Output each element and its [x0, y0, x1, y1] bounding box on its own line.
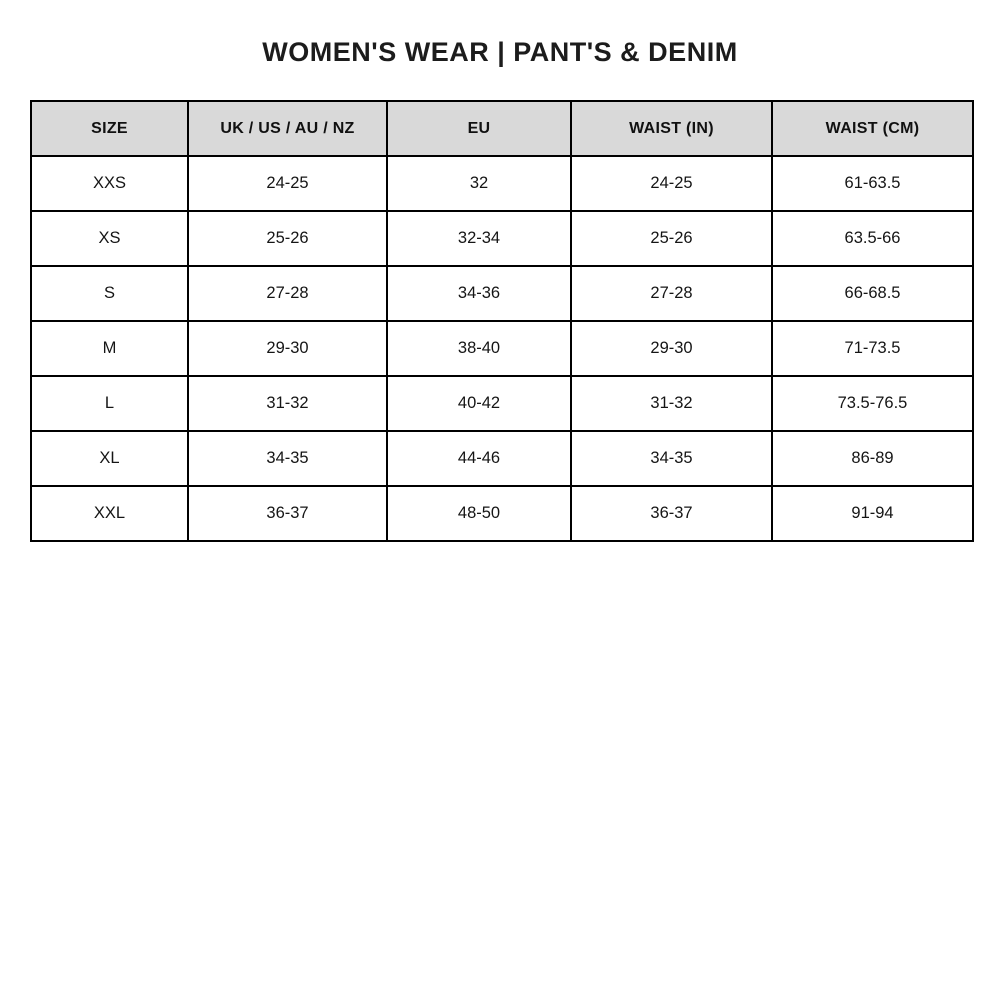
cell-size: XS [31, 211, 188, 266]
cell-waist-in: 27-28 [571, 266, 772, 321]
column-header-waist-cm: WAIST (CM) [772, 101, 973, 156]
table-row-m [31, 321, 973, 376]
column-header-eu: EU [387, 101, 571, 156]
table-row-l [31, 376, 973, 431]
cell-size: XXL [31, 486, 188, 541]
cell-waist-in: 31-32 [571, 376, 772, 431]
cell-size: M [31, 321, 188, 376]
table-row-xl [31, 431, 973, 486]
column-header-size: SIZE [31, 101, 188, 156]
cell-uk-us: 29-30 [188, 321, 387, 376]
cell-uk-us: 24-25 [188, 156, 387, 211]
cell-eu: 48-50 [387, 486, 571, 541]
cell-waist-cm: 71-73.5 [772, 321, 973, 376]
cell-size: S [31, 266, 188, 321]
table-header [31, 101, 973, 156]
column-header-uk-us-au-nz: UK / US / AU / NZ [188, 101, 387, 156]
table-body [31, 156, 973, 541]
cell-uk-us: 31-32 [188, 376, 387, 431]
cell-size: XXS [31, 156, 188, 211]
cell-uk-us: 27-28 [188, 266, 387, 321]
header-row [31, 101, 973, 156]
column-header-waist-in: WAIST (IN) [571, 101, 772, 156]
cell-eu: 38-40 [387, 321, 571, 376]
cell-uk-us: 36-37 [188, 486, 387, 541]
cell-size: XL [31, 431, 188, 486]
cell-eu: 32-34 [387, 211, 571, 266]
cell-waist-cm: 73.5-76.5 [772, 376, 973, 431]
cell-size: L [31, 376, 188, 431]
cell-eu: 44-46 [387, 431, 571, 486]
cell-eu: 40-42 [387, 376, 571, 431]
cell-waist-in: 24-25 [571, 156, 772, 211]
cell-waist-in: 29-30 [571, 321, 772, 376]
cell-waist-in: 36-37 [571, 486, 772, 541]
cell-uk-us: 34-35 [188, 431, 387, 486]
cell-uk-us: 25-26 [188, 211, 387, 266]
cell-waist-cm: 61-63.5 [772, 156, 973, 211]
table-row-xxs [31, 156, 973, 211]
size-chart-table [30, 100, 974, 542]
cell-waist-in: 34-35 [571, 431, 772, 486]
table-row-xxl [31, 486, 973, 541]
cell-eu: 32 [387, 156, 571, 211]
cell-waist-cm: 86-89 [772, 431, 973, 486]
cell-waist-cm: 66-68.5 [772, 266, 973, 321]
table-row-s [31, 266, 973, 321]
cell-waist-in: 25-26 [571, 211, 772, 266]
cell-waist-cm: 91-94 [772, 486, 973, 541]
cell-waist-cm: 63.5-66 [772, 211, 973, 266]
cell-eu: 34-36 [387, 266, 571, 321]
table-row-xs [31, 211, 973, 266]
page-title: WOMEN'S WEAR | PANT'S & DENIM [262, 37, 738, 67]
